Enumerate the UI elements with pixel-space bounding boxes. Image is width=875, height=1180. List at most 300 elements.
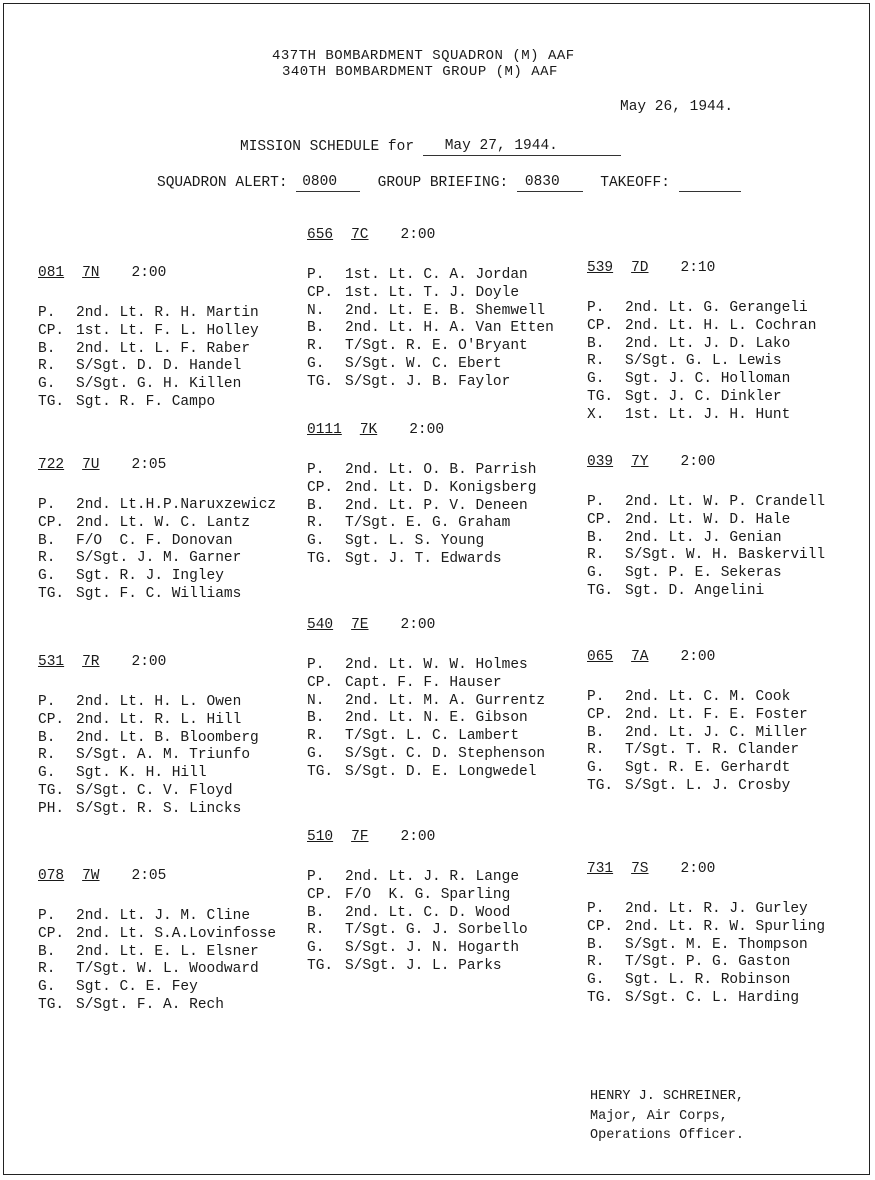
crew-role: CP. — [38, 711, 65, 728]
crew-row — [38, 305, 259, 323]
crew-row — [307, 728, 545, 746]
crew-name: 2nd. Lt. G. Gerangeli — [625, 300, 808, 316]
crew-role: P. — [38, 694, 56, 710]
crew-name: 2nd. Lt. W. D. Hale — [625, 511, 791, 528]
crew-row — [307, 285, 554, 303]
crew-row — [38, 926, 276, 944]
crew-role: G. — [38, 765, 56, 782]
crew-row — [38, 765, 259, 783]
crew-name: T/Sgt. W. L. Woodward — [76, 961, 259, 978]
plane-number: 0111 — [307, 422, 342, 438]
crew-role: CP. — [307, 479, 334, 496]
crew-role: B. — [587, 936, 605, 953]
crew-group — [307, 829, 528, 976]
crew-role: R. — [307, 515, 325, 532]
crew-role: G. — [38, 568, 56, 585]
crew-role: CP. — [587, 511, 614, 528]
crew-role: CP. — [587, 317, 614, 334]
crew-row — [587, 707, 808, 725]
crew-name: Sgt. L. R. Robinson — [625, 972, 791, 989]
crew-name: F/O C. F. Donovan — [76, 532, 233, 549]
crew-name: Sgt. D. Angelini — [625, 582, 765, 599]
crew-role: G. — [587, 760, 605, 777]
crew-role: CP. — [38, 322, 65, 339]
crew-list — [38, 497, 276, 604]
crew-name: 2nd. Lt. R. L. Hill — [76, 711, 242, 728]
plane-code: 7S — [631, 861, 649, 877]
crew-name: S/Sgt. F. A. Rech — [76, 996, 224, 1013]
crew-role: R. — [307, 338, 325, 355]
crew-list — [587, 300, 816, 425]
crew-row — [587, 725, 808, 743]
crew-row — [38, 376, 259, 394]
crew-row — [307, 693, 545, 711]
crew-group — [38, 868, 276, 1015]
crew-row — [587, 689, 808, 707]
crew-row — [307, 746, 545, 764]
crew-role: B. — [307, 904, 325, 921]
crew-role: R. — [307, 728, 325, 745]
crew-role: TG. — [307, 550, 334, 567]
crew-row — [587, 565, 825, 583]
crew-row — [587, 318, 816, 336]
crew-role: TG. — [38, 782, 65, 799]
crew-list — [587, 901, 825, 1008]
crew-role: P. — [587, 901, 605, 917]
crew-row — [307, 480, 536, 498]
crew-list — [38, 908, 276, 1015]
takeoff-value — [679, 191, 741, 192]
crew-row — [307, 675, 545, 693]
crew-row — [38, 586, 276, 604]
crew-role: X. — [587, 406, 605, 423]
crew-role: G. — [307, 533, 325, 550]
flight-time: 2:00 — [680, 861, 716, 877]
plane-code: 7Y — [631, 454, 649, 470]
crew-role: P. — [307, 869, 325, 885]
flight-time: 2:00 — [131, 654, 167, 670]
plane-number: 039 — [587, 454, 614, 470]
crew-role: B. — [587, 529, 605, 546]
crew-list — [307, 869, 528, 976]
crew-role: N. — [307, 302, 325, 319]
crew-name: Sgt. C. E. Fey — [76, 979, 198, 996]
flight-time: 2:00 — [680, 454, 716, 470]
crew-name: S/Sgt. D. D. Handel — [76, 358, 242, 375]
crew-role: PH. — [38, 800, 65, 817]
crew-row — [38, 568, 276, 586]
group-briefing-value: 0830 — [517, 173, 583, 192]
group-header: 340TH BOMBARDMENT GROUP (M) AAF — [282, 64, 558, 80]
crew-name: 2nd. Lt. H. A. Van Etten — [345, 320, 554, 337]
flight-time: 2:00 — [131, 265, 167, 281]
plane-number: 722 — [38, 457, 65, 473]
crew-role: TG. — [587, 777, 614, 794]
crew-name: 2nd. Lt. R. J. Gurley — [625, 901, 808, 917]
crew-row — [307, 657, 545, 675]
crew-role: R. — [587, 954, 605, 971]
plane-code: 7C — [351, 227, 369, 243]
crew-role: R. — [587, 742, 605, 759]
flight-time: 2:00 — [409, 422, 445, 438]
crew-group — [307, 422, 536, 569]
crew-name: 2nd. Lt. H. L. Owen — [76, 694, 242, 710]
crew-role: P. — [307, 657, 325, 673]
flight-time: 2:05 — [131, 457, 167, 473]
crew-role: TG. — [307, 763, 334, 780]
crew-role: B. — [38, 532, 56, 549]
crew-name: S/Sgt. L. J. Crosby — [625, 777, 791, 794]
crew-name: S/Sgt. G. H. Killen — [76, 376, 242, 393]
crew-group — [38, 654, 259, 819]
crew-name: S/Sgt. W. C. Ebert — [345, 355, 502, 372]
crew-role: P. — [587, 494, 605, 510]
crew-role: P. — [587, 689, 605, 705]
crew-row — [307, 303, 554, 321]
crew-role: G. — [307, 940, 325, 957]
crew-row — [38, 533, 276, 551]
group-heading — [587, 649, 808, 667]
flight-time: 2:00 — [400, 617, 436, 633]
crew-role: TG. — [587, 582, 614, 599]
plane-number: 531 — [38, 654, 65, 670]
crew-row — [38, 394, 259, 412]
crew-name: 2nd. Lt. J. Genian — [625, 529, 782, 546]
crew-row — [307, 320, 554, 338]
crew-role: B. — [587, 335, 605, 352]
crew-name: S/Sgt. W. H. Baskervill — [625, 547, 826, 564]
crew-role: R. — [38, 550, 56, 567]
crew-role: P. — [38, 305, 56, 321]
mission-schedule-line — [240, 137, 621, 156]
mission-schedule-label: MISSION SCHEDULE for — [240, 139, 415, 155]
group-briefing-label: GROUP BRIEFING: — [377, 175, 509, 191]
crew-row — [38, 908, 276, 926]
alert-line — [157, 173, 741, 192]
crew-name: Capt. F. F. Hauser — [345, 674, 502, 691]
crew-row — [38, 497, 276, 515]
crew-row — [587, 954, 825, 972]
group-heading — [587, 454, 825, 472]
crew-name: S/Sgt. C. D. Stephenson — [345, 745, 546, 762]
crew-name: 2nd. Lt. J. D. Lako — [625, 335, 791, 352]
crew-name: 2nd. Lt. J. C. Miller — [625, 724, 808, 741]
plane-code: 7F — [351, 829, 369, 845]
crew-role: B. — [38, 340, 56, 357]
crew-row — [38, 694, 259, 712]
crew-row — [307, 267, 554, 285]
crew-row — [38, 358, 259, 376]
crew-role: B. — [38, 943, 56, 960]
crew-row — [587, 742, 808, 760]
crew-row — [587, 937, 825, 955]
crew-list — [307, 657, 545, 782]
crew-row — [587, 512, 825, 530]
crew-name: 2nd. Lt. M. A. Gurrentz — [345, 692, 546, 709]
crew-role: R. — [587, 353, 605, 370]
crew-name: Sgt. K. H. Hill — [76, 765, 207, 782]
crew-role: TG. — [587, 989, 614, 1006]
crew-role: B. — [38, 729, 56, 746]
crew-role: TG. — [307, 373, 334, 390]
flight-time: 2:00 — [400, 829, 436, 845]
crew-role: G. — [307, 745, 325, 762]
crew-row — [38, 801, 259, 819]
crew-row — [587, 530, 825, 548]
crew-role: CP. — [307, 886, 334, 903]
crew-role: CP. — [587, 706, 614, 723]
crew-name: Sgt. R. F. Campo — [76, 393, 216, 410]
crew-name: 1st. Lt. J. H. Hunt — [625, 406, 791, 423]
plane-number: 540 — [307, 617, 334, 633]
crew-role: B. — [587, 724, 605, 741]
crew-group — [307, 617, 545, 782]
plane-code: 7D — [631, 260, 649, 276]
crew-group — [38, 457, 276, 604]
crew-name: 2nd. Lt. D. Konigsberg — [345, 479, 537, 496]
crew-role: P. — [587, 300, 605, 316]
crew-name: 1st. Lt. T. J. Doyle — [345, 284, 520, 301]
crew-name: S/Sgt. M. E. Thompson — [625, 936, 808, 953]
crew-name: 2nd. Lt. C. D. Wood — [345, 904, 511, 921]
crew-name: 2nd. Lt. R. W. Spurling — [625, 918, 826, 935]
crew-row — [38, 944, 276, 962]
crew-row — [307, 922, 528, 940]
crew-row — [587, 389, 816, 407]
crew-name: 2nd. Lt. C. M. Cook — [625, 689, 791, 705]
crew-name: Sgt. J. T. Edwards — [345, 550, 502, 567]
crew-name: 1st. Lt. F. L. Holley — [76, 322, 259, 339]
crew-name: 2nd. Lt. N. E. Gibson — [345, 710, 528, 727]
plane-number: 078 — [38, 868, 65, 884]
crew-name: 2nd. Lt. E. L. Elsner — [76, 943, 259, 960]
crew-role: TG. — [38, 393, 65, 410]
crew-row — [38, 515, 276, 533]
crew-name: Sgt. R. J. Ingley — [76, 568, 224, 585]
crew-role: P. — [307, 462, 325, 478]
crew-name: 2nd. Lt. W. W. Holmes — [345, 657, 528, 673]
signature-rank: Major, Air Corps, — [590, 1109, 728, 1124]
crew-role: CP. — [307, 284, 334, 301]
crew-row — [587, 760, 808, 778]
plane-code: 7N — [82, 265, 100, 281]
crew-row — [38, 961, 276, 979]
crew-row — [587, 901, 825, 919]
plane-number: 539 — [587, 260, 614, 276]
crew-name: 2nd. Lt. W. P. Crandell — [625, 494, 826, 510]
group-heading — [307, 829, 528, 847]
crew-name: S/Sgt. C. V. Floyd — [76, 782, 233, 799]
crew-group — [307, 227, 554, 392]
crew-role: G. — [587, 371, 605, 388]
crew-row — [587, 919, 825, 937]
crew-row — [307, 374, 554, 392]
crew-role: R. — [38, 358, 56, 375]
crew-name: S/Sgt. J. L. Parks — [345, 957, 502, 974]
group-heading — [587, 861, 825, 879]
crew-group — [587, 260, 816, 425]
crew-role: TG. — [307, 957, 334, 974]
flight-time: 2:00 — [680, 649, 716, 665]
crew-name: 2nd. Lt.H.P.Naruxzewicz — [76, 497, 277, 513]
crew-role: G. — [307, 355, 325, 372]
crew-row — [587, 371, 816, 389]
plane-number: 731 — [587, 861, 614, 877]
crew-name: Sgt. L. S. Young — [345, 533, 485, 550]
crew-role: G. — [587, 972, 605, 989]
crew-role: P. — [38, 497, 56, 513]
crew-name: 2nd. Lt. F. E. Foster — [625, 706, 808, 723]
document-date: May 26, 1944. — [620, 99, 734, 115]
crew-role: N. — [307, 692, 325, 709]
crew-role: TG. — [587, 388, 614, 405]
crew-role: CP. — [38, 925, 65, 942]
crew-name: S/Sgt. J. M. Garner — [76, 550, 242, 567]
takeoff-label: TAKEOFF: — [600, 175, 670, 191]
crew-name: Sgt. F. C. Williams — [76, 585, 242, 602]
crew-name: 2nd. Lt. B. Bloomberg — [76, 729, 259, 746]
crew-name: Sgt. R. E. Gerhardt — [625, 760, 791, 777]
crew-name: S/Sgt. J. N. Hogarth — [345, 940, 520, 957]
crew-name: S/Sgt. G. L. Lewis — [625, 353, 782, 370]
crew-role: G. — [38, 979, 56, 996]
squadron-alert-label: SQUADRON ALERT: — [157, 175, 288, 191]
crew-role: P. — [38, 908, 56, 924]
crew-name: Sgt. J. C. Holloman — [625, 371, 791, 388]
crew-row — [38, 712, 259, 730]
crew-row — [38, 997, 276, 1015]
crew-row — [307, 462, 536, 480]
crew-name: T/Sgt. E. G. Graham — [345, 515, 511, 532]
crew-row — [587, 336, 816, 354]
mission-schedule-date: May 27, 1944. — [423, 137, 621, 156]
squadron-header: 437TH BOMBARDMENT SQUADRON (M) AAF — [272, 48, 575, 64]
crew-name: S/Sgt. J. B. Faylor — [345, 373, 511, 390]
crew-name: T/Sgt. G. J. Sorbello — [345, 922, 528, 939]
crew-row — [307, 515, 536, 533]
group-heading — [587, 260, 816, 278]
crew-role: R. — [587, 547, 605, 564]
group-heading — [38, 457, 276, 475]
group-heading — [38, 654, 259, 672]
crew-row — [307, 551, 536, 569]
crew-row — [587, 972, 825, 990]
crew-name: 2nd. Lt. W. C. Lantz — [76, 514, 251, 531]
plane-number: 081 — [38, 265, 65, 281]
crew-list — [307, 267, 554, 392]
crew-name: 2nd. Lt. L. F. Raber — [76, 340, 251, 357]
crew-list — [38, 694, 259, 819]
crew-name: 2nd. Lt. P. V. Deneen — [345, 497, 528, 514]
crew-group — [587, 454, 825, 601]
crew-name: Sgt. P. E. Sekeras — [625, 565, 782, 582]
plane-code: 7W — [82, 868, 100, 884]
flight-time: 2:00 — [400, 227, 436, 243]
crew-row — [587, 353, 816, 371]
crew-row — [307, 869, 528, 887]
crew-row — [38, 747, 259, 765]
crew-row — [307, 338, 554, 356]
crew-role: TG. — [38, 585, 65, 602]
crew-role: B. — [307, 710, 325, 727]
crew-row — [38, 979, 276, 997]
crew-role: R. — [307, 922, 325, 939]
crew-group — [587, 861, 825, 1008]
crew-name: S/Sgt. D. E. Longwedel — [345, 763, 537, 780]
group-heading — [38, 868, 276, 886]
plane-number: 656 — [307, 227, 334, 243]
flight-time: 2:10 — [680, 260, 716, 276]
group-heading — [38, 265, 259, 283]
crew-row — [307, 356, 554, 374]
crew-row — [587, 407, 816, 425]
plane-code: 7U — [82, 457, 100, 473]
crew-name: 2nd. Lt. E. B. Shemwell — [345, 302, 546, 319]
flight-time: 2:05 — [131, 868, 167, 884]
crew-row — [307, 764, 545, 782]
crew-row — [38, 550, 276, 568]
crew-row — [307, 710, 545, 728]
crew-row — [587, 583, 825, 601]
crew-list — [38, 305, 259, 412]
crew-name: 2nd. Lt. J. M. Cline — [76, 908, 251, 924]
plane-code: 7K — [359, 422, 378, 438]
crew-row — [587, 494, 825, 512]
crew-role: CP. — [38, 514, 65, 531]
crew-row — [38, 341, 259, 359]
crew-name: 2nd. Lt. O. B. Parrish — [345, 462, 537, 478]
plane-number: 510 — [307, 829, 334, 845]
signature-name: HENRY J. SCHREINER, — [590, 1089, 744, 1104]
crew-row — [307, 905, 528, 923]
crew-role: R. — [38, 747, 56, 764]
crew-list — [307, 462, 536, 569]
crew-row — [587, 300, 816, 318]
crew-name: 2nd. Lt. R. H. Martin — [76, 305, 259, 321]
crew-row — [38, 783, 259, 801]
crew-row — [587, 547, 825, 565]
group-heading — [307, 422, 536, 440]
crew-role: B. — [307, 320, 325, 337]
crew-role: B. — [307, 497, 325, 514]
crew-name: S/Sgt. C. L. Harding — [625, 989, 800, 1006]
crew-group — [38, 265, 259, 412]
plane-code: 7A — [631, 649, 649, 665]
crew-name: T/Sgt. T. R. Clander — [625, 742, 800, 759]
crew-role: R. — [38, 961, 56, 978]
plane-code: 7R — [82, 654, 100, 670]
crew-list — [587, 494, 825, 601]
crew-role: CP. — [587, 918, 614, 935]
crew-row — [307, 887, 528, 905]
squadron-alert-value: 0800 — [296, 173, 360, 192]
crew-name: S/Sgt. A. M. Triunfo — [76, 747, 251, 764]
crew-name: S/Sgt. R. S. Lincks — [76, 800, 242, 817]
plane-code: 7E — [351, 617, 369, 633]
crew-name: 2nd. Lt. J. R. Lange — [345, 869, 520, 885]
plane-number: 065 — [587, 649, 614, 665]
crew-row — [38, 730, 259, 748]
crew-row — [307, 533, 536, 551]
crew-role: G. — [38, 376, 56, 393]
crew-row — [587, 778, 808, 796]
crew-role: CP. — [307, 674, 334, 691]
crew-name: 2nd. Lt. S.A.Lovinfosse — [76, 925, 277, 942]
crew-role: TG. — [38, 996, 65, 1013]
crew-row — [307, 940, 528, 958]
crew-name: T/Sgt. L. C. Lambert — [345, 728, 520, 745]
crew-name: T/Sgt. R. E. O'Bryant — [345, 338, 528, 355]
